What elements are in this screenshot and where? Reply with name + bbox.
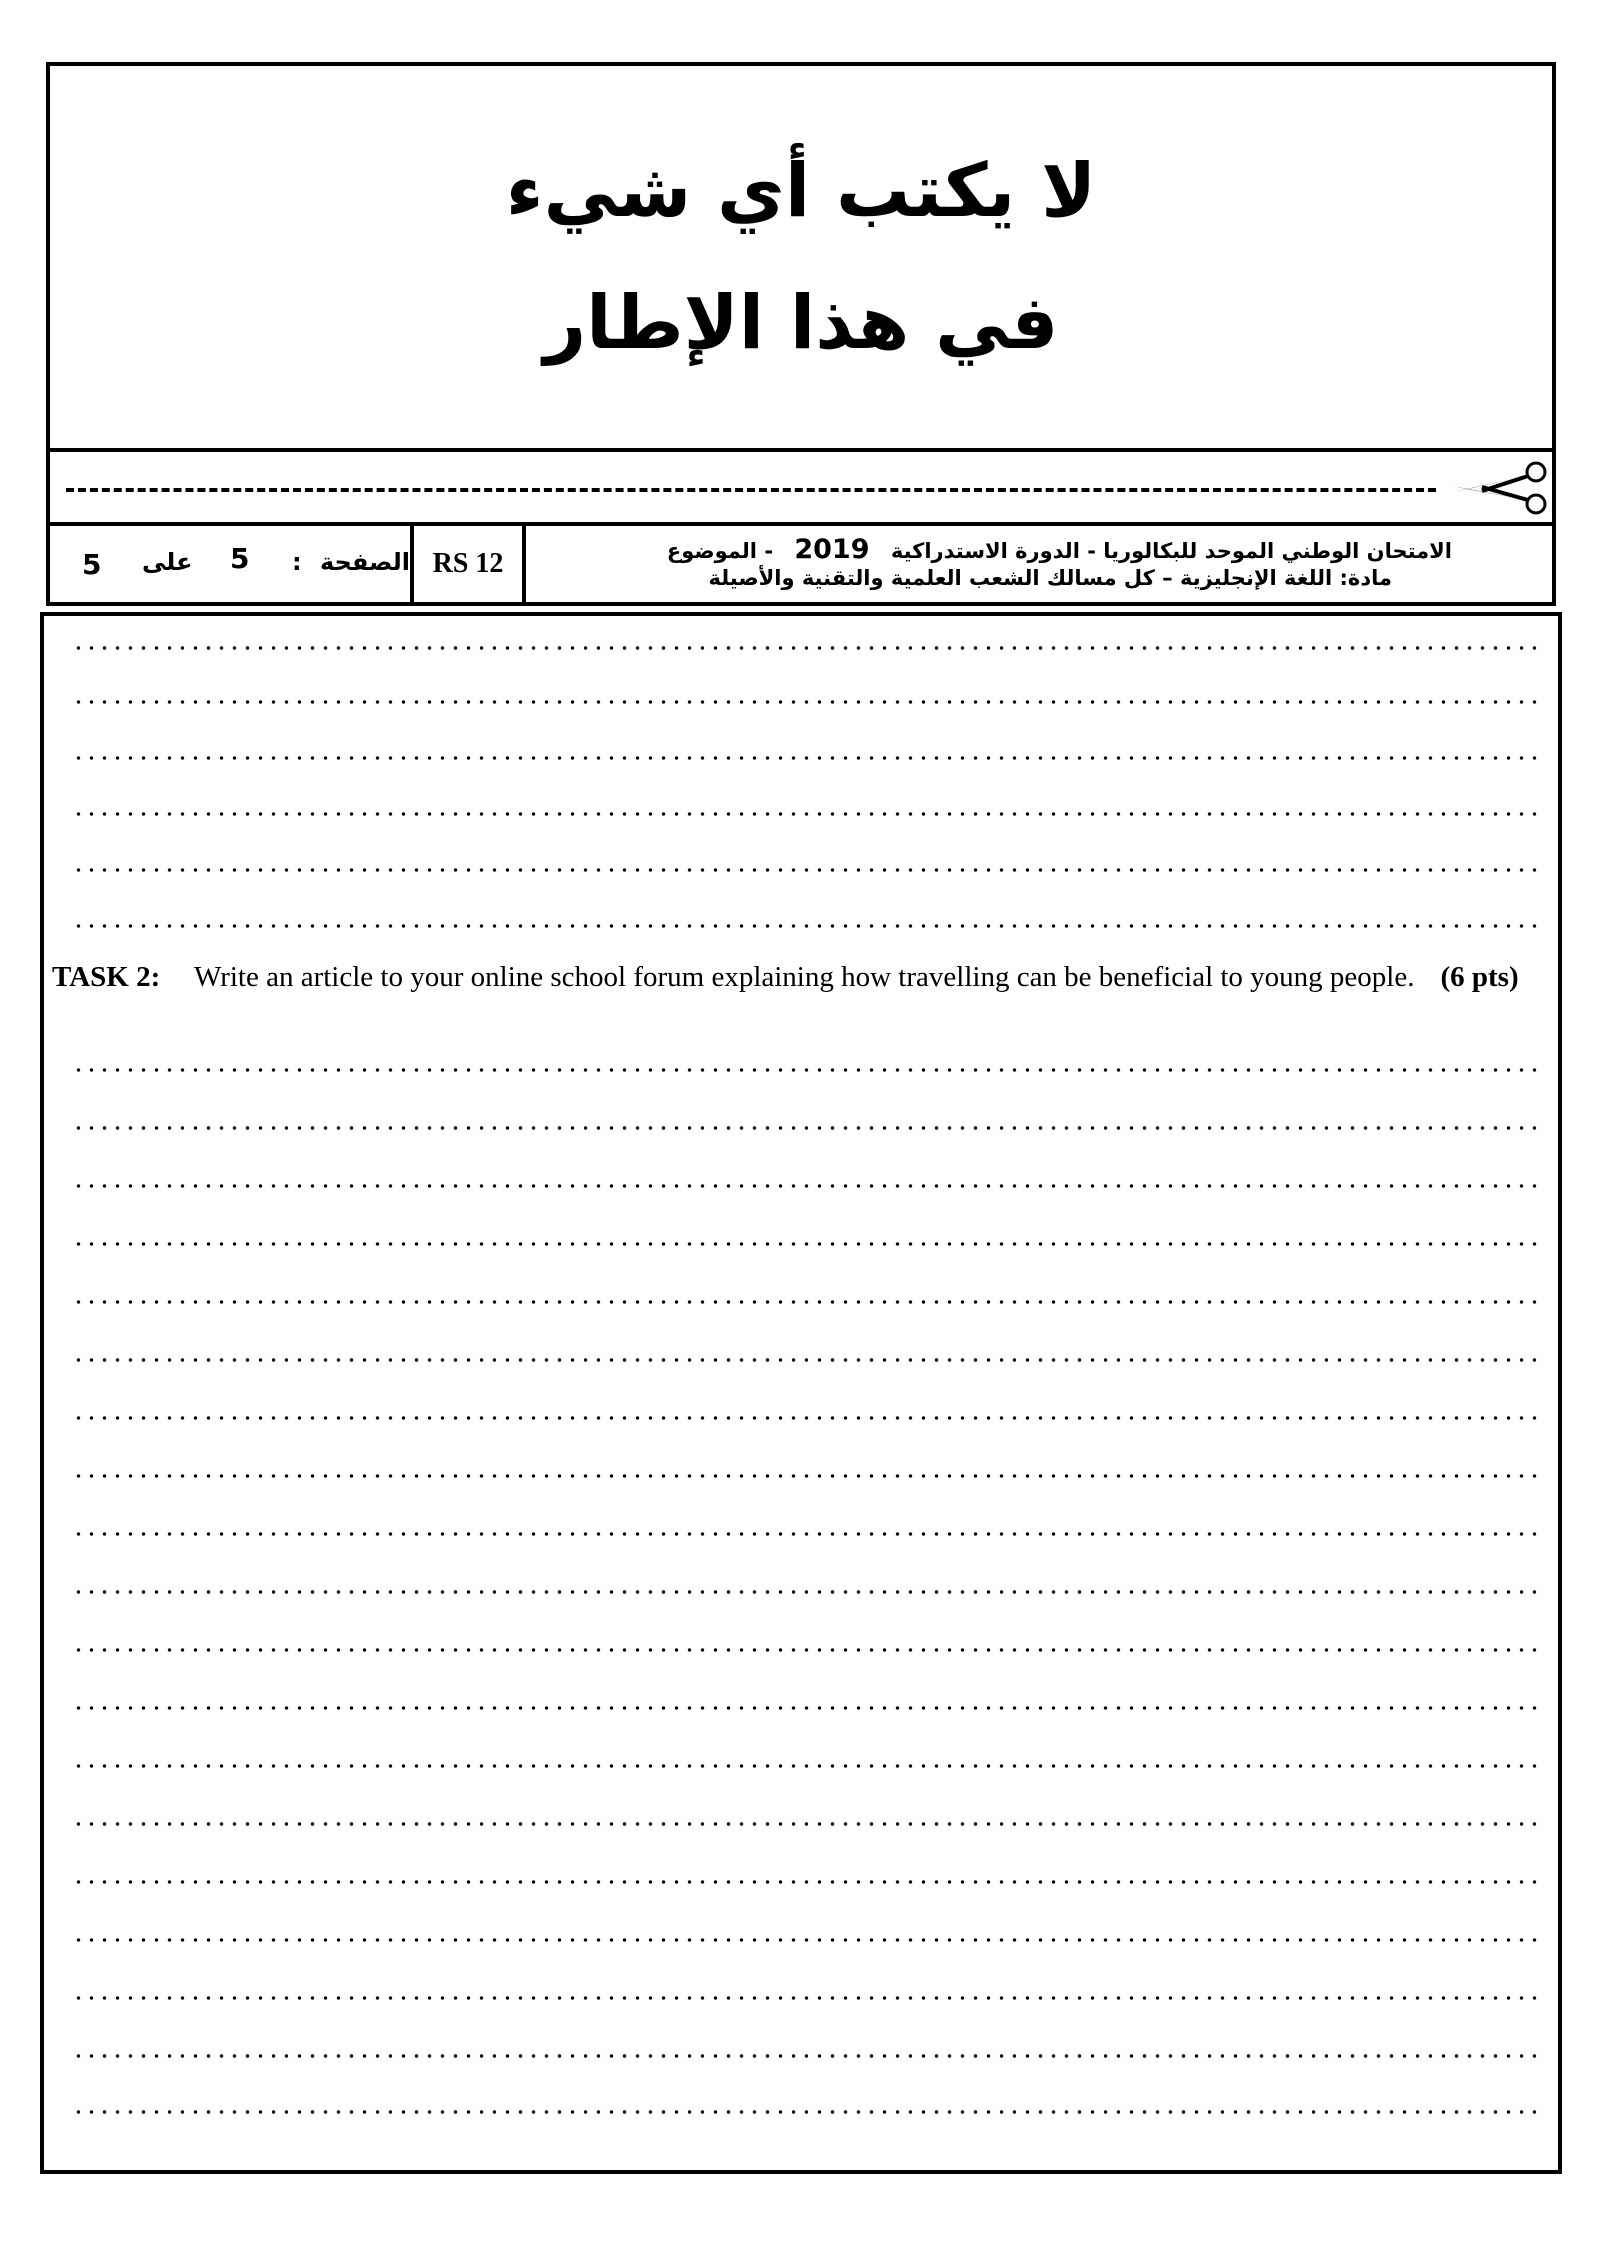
answer-line[interactable]: [72, 700, 1544, 704]
answer-line[interactable]: [72, 646, 1544, 650]
answer-line[interactable]: [72, 868, 1544, 872]
answer-line[interactable]: [72, 1184, 1544, 1188]
dashed-cut-line: [66, 488, 1436, 492]
answer-line[interactable]: [72, 1300, 1544, 1304]
task-2-prompt: Write an article to your online school forum explaining how travelling can be beneficial to young people.: [194, 961, 1415, 993]
exam-year: 2019: [794, 534, 870, 565]
answer-line[interactable]: [72, 756, 1544, 760]
exam-title-line-1: [667, 534, 1452, 565]
answer-line[interactable]: [72, 2110, 1544, 2114]
answer-frame: [40, 612, 1562, 2174]
answer-line[interactable]: [72, 924, 1544, 928]
answer-line[interactable]: [72, 2054, 1544, 2058]
answer-line[interactable]: [72, 1822, 1544, 1826]
answer-line[interactable]: [72, 812, 1544, 816]
page-indicator: [50, 526, 414, 602]
cut-line-row: [46, 452, 1556, 526]
task-2-prompt-block: [194, 958, 1542, 996]
exam-header-row: [46, 526, 1556, 606]
page-of-label: على: [142, 548, 193, 576]
exam-title-part-2: - الموضوع: [666, 539, 774, 563]
warning-line-1: لا يكتب أي شيء: [505, 148, 1097, 234]
no-write-box: [46, 62, 1556, 452]
answer-line[interactable]: [72, 1474, 1544, 1478]
task-2-label: TASK 2:: [52, 961, 161, 993]
answer-line[interactable]: [72, 1126, 1544, 1130]
answer-line[interactable]: [72, 1648, 1544, 1652]
answer-line[interactable]: [72, 1358, 1544, 1362]
answer-line[interactable]: [72, 1416, 1544, 1420]
page-total: 5: [82, 548, 102, 581]
exam-title-part-1: الامتحان الوطني الموحد للبكالوريا - الدورة الاستدراكية: [890, 539, 1452, 563]
page-colon: :: [292, 548, 302, 576]
exam-title: [526, 526, 1552, 602]
answer-line[interactable]: [72, 1068, 1544, 1072]
answer-line[interactable]: [72, 1706, 1544, 1710]
page-number: 5: [230, 542, 250, 575]
answer-line[interactable]: [72, 1938, 1544, 1942]
task-2-points: (6 pts): [1440, 961, 1519, 993]
page-label: الصفحة: [320, 548, 411, 576]
answer-line[interactable]: [72, 1880, 1544, 1884]
answer-line[interactable]: [72, 1764, 1544, 1768]
warning-line-2: في هذا الإطار: [543, 280, 1059, 366]
exam-subject-line: مادة: اللغة الإنجليزية – كل مسالك الشعب العلمية والتقنية والأصيلة: [708, 566, 1392, 590]
answer-line[interactable]: [72, 1532, 1544, 1536]
answer-line[interactable]: [72, 1996, 1544, 2000]
answer-line[interactable]: [72, 1242, 1544, 1246]
exam-code: RS 12: [414, 526, 526, 602]
answer-line[interactable]: [72, 1590, 1544, 1594]
scissors-icon: [1442, 458, 1552, 518]
